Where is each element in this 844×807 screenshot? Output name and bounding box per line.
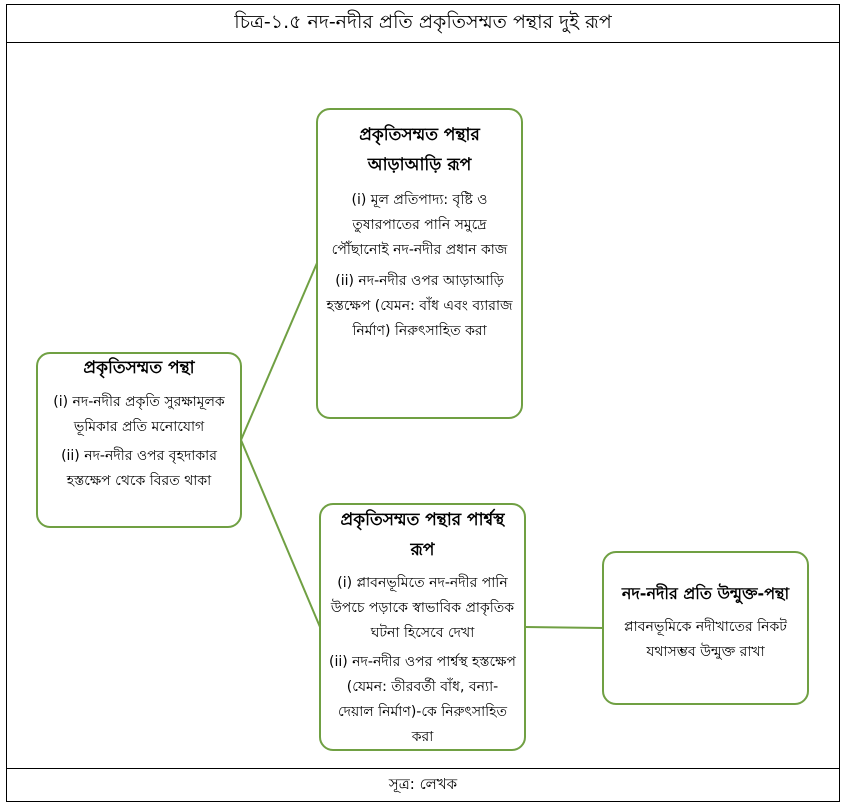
node-heading: প্রকৃতিসম্মত পন্থা (83, 358, 195, 378)
node-nature-based-approach (36, 352, 242, 528)
connector-root-to-vertical (241, 263, 317, 440)
node-item: (i) নদ-নদীর প্রকৃতি সুরক্ষামূলক ভূমিকার প্রতি মনোযোগ (53, 394, 225, 435)
node-heading: নদ-নদীর প্রতি উন্মুক্ত-পন্থা (621, 584, 790, 603)
node-item: (ii) নদ-নদীর ওপর আড়াআড়ি হস্তক্ষেপ (যেমন: বাঁধ এবং ব্যারাজ নির্মাণ) নিরুৎসাহিত করা (326, 273, 513, 339)
figure-source: সূত্র: লেখক (7, 768, 839, 801)
node-item: (ii) নদ-নদীর ওপর বৃহদাকার হস্তক্ষেপ থেকে বিরত থাকা (61, 448, 217, 489)
node-item: (i) মূল প্রতিপাদ্য: বৃষ্টি ও তুষারপাতের পানি সমুদ্রে পৌঁছানোই নদ-নদীর প্রধান কাজ (331, 192, 508, 258)
node-item: প্লাবনভূমিকে নদীখাতের নিকট যথাসম্ভব উন্মুক্ত রাখা (624, 619, 787, 660)
node-item: (ii) নদ-নদীর ওপর পার্শ্বস্থ হস্তক্ষেপ (যেমন: তীরবর্তী বাঁধ, বন্যা-দেয়াল নির্মাণ)-কে নিরুৎসাহিত করা (329, 654, 516, 745)
node-heading: প্রকৃতিসম্মত পন্থার আড়াআড়ি রূপ (359, 125, 480, 175)
node-heading: প্রকৃতিসম্মত পন্থার পার্শ্বস্থ রূপ (340, 510, 505, 560)
node-lateral-form (319, 503, 526, 751)
node-open-approach (602, 551, 809, 705)
figure-title: চিত্র-১.৫ নদ-নদীর প্রতি প্রকৃতিসম্মত পন্থার দুই রূপ (7, 5, 839, 43)
node-vertical-form (316, 108, 523, 419)
node-item: (i) প্লাবনভূমিতে নদ-নদীর পানি উপচে পড়াকে স্বাভাবিক প্রাকৃতিক ঘটনা হিসেবে দেখা (330, 575, 515, 641)
connector-root-to-lateral (241, 440, 320, 627)
connector-lateral-to-open (525, 627, 603, 628)
